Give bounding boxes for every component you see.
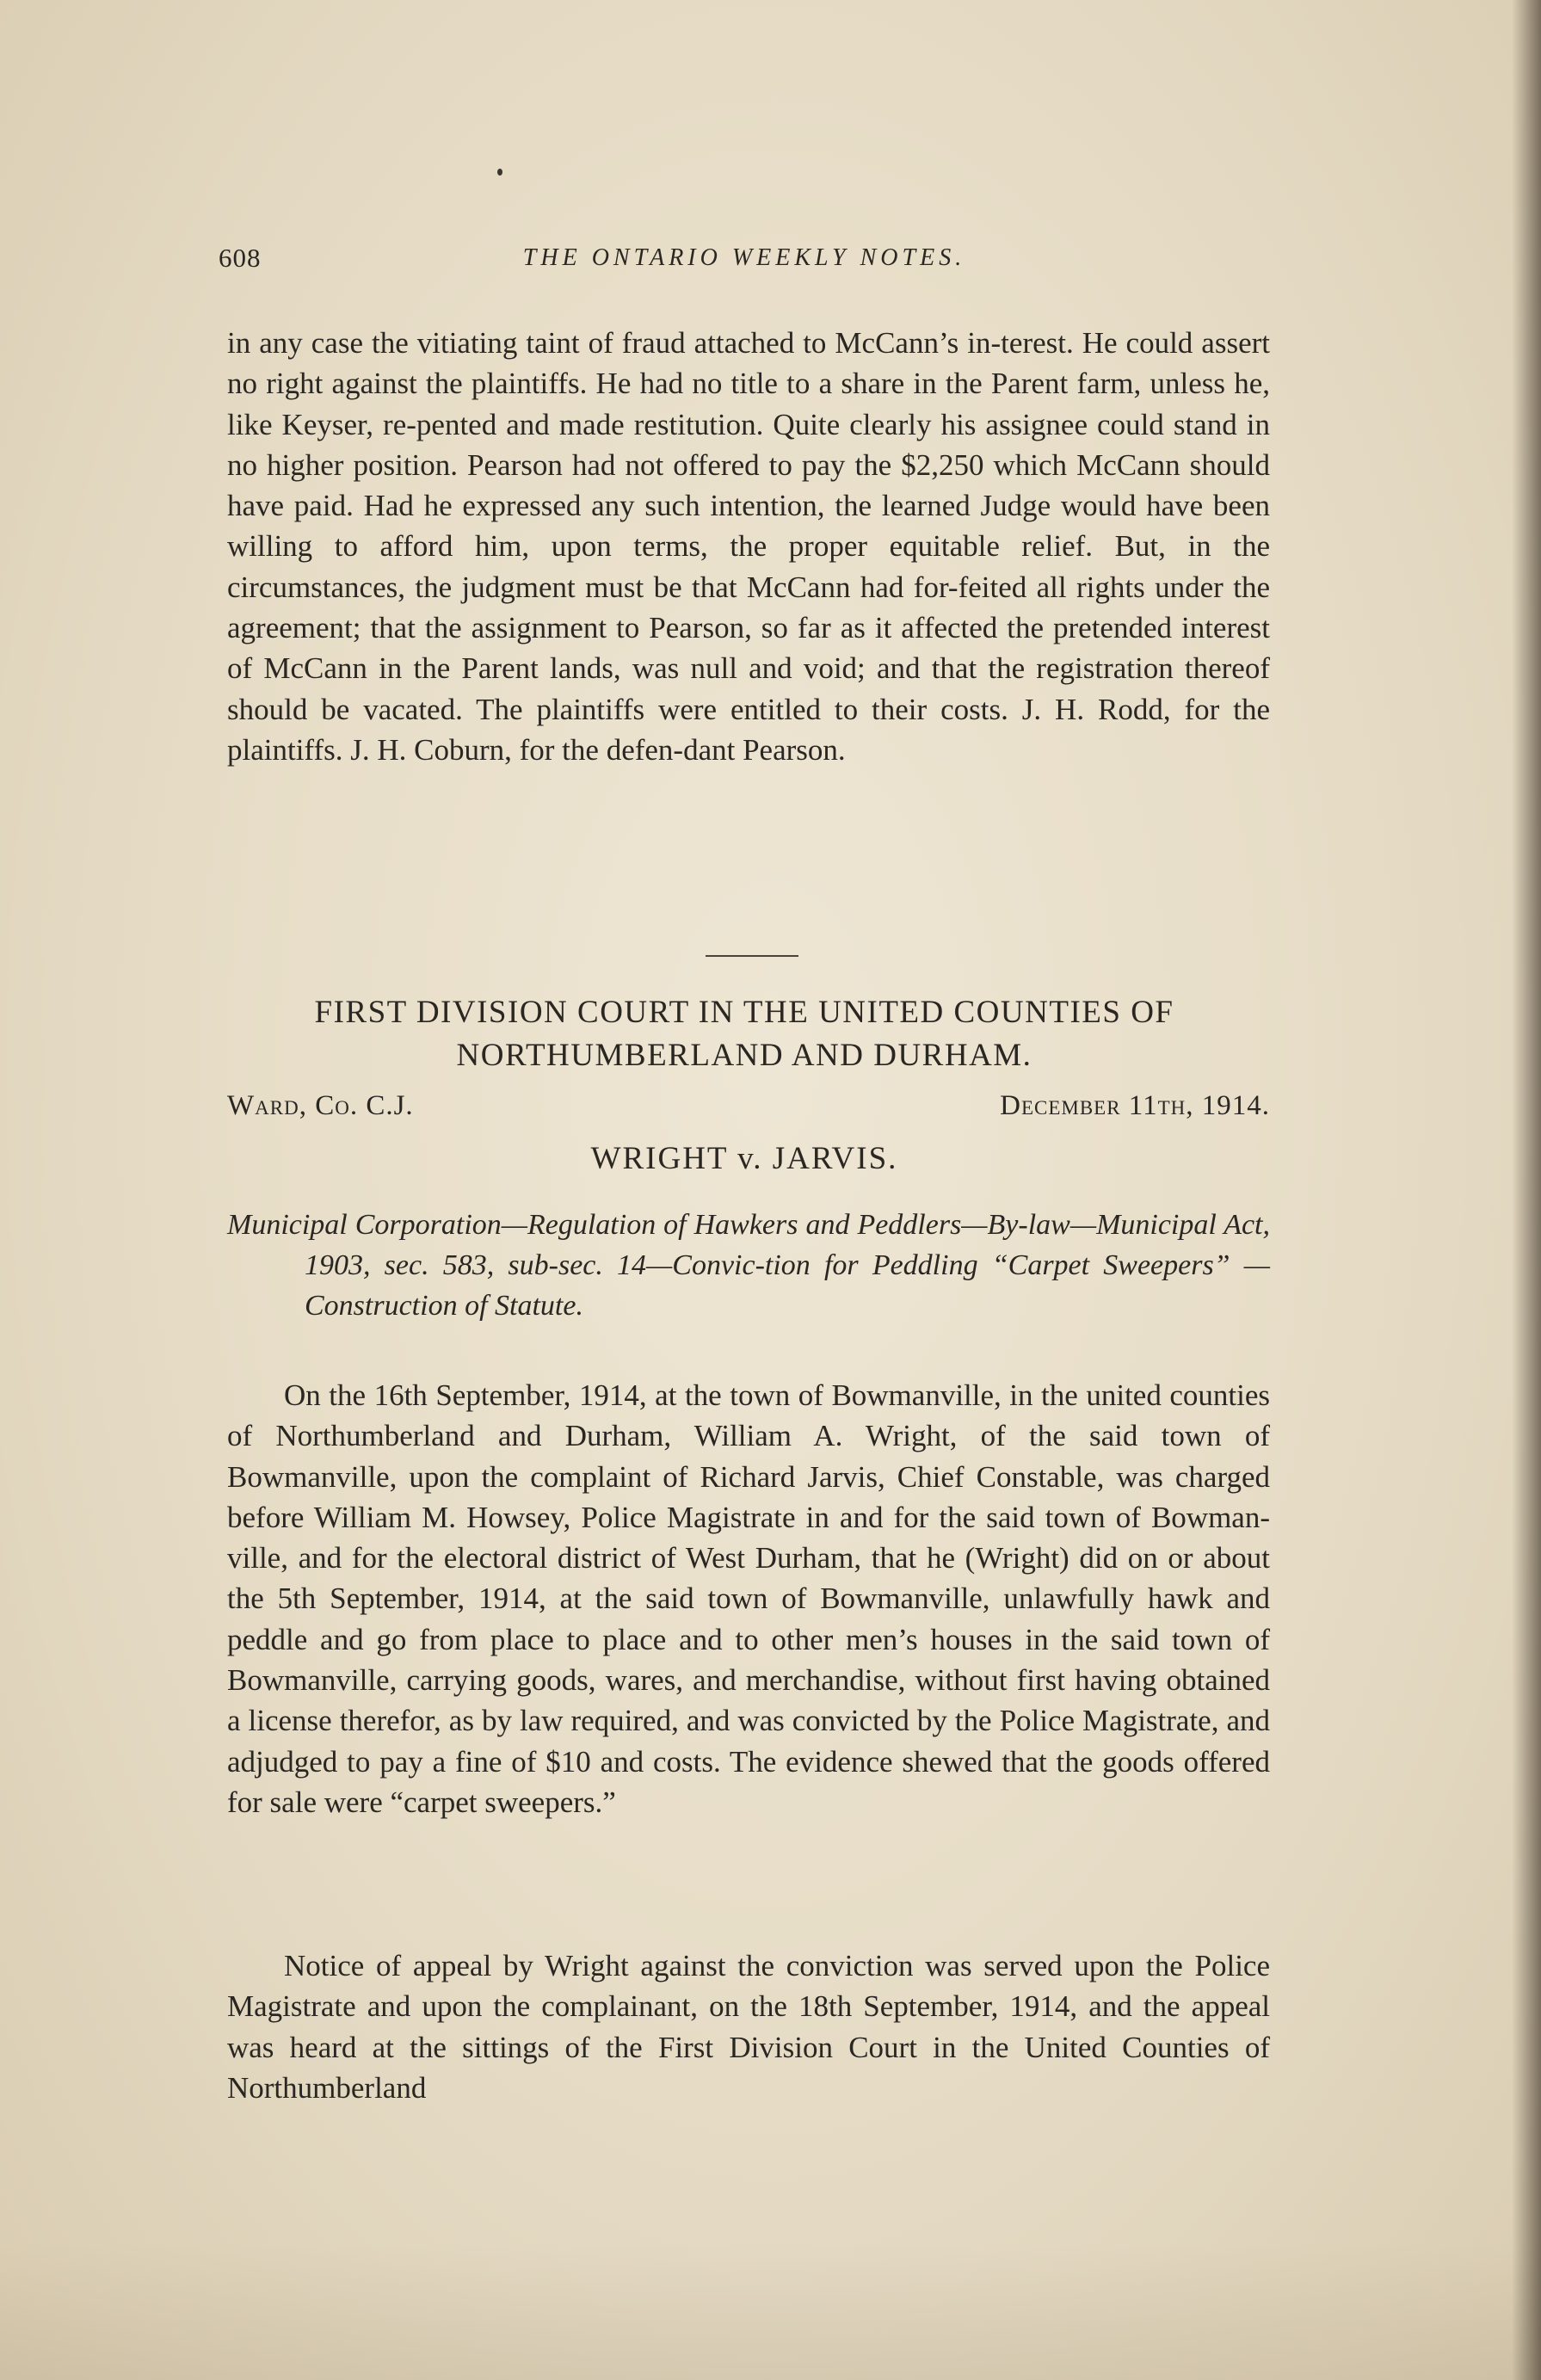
page-edge-shadow [1512,0,1541,2380]
running-title: THE ONTARIO WEEKLY NOTES. [522,244,966,271]
page-shadow [0,2242,1541,2380]
section-divider [706,955,798,957]
court-heading-line-1: FIRST DIVISION COURT IN THE UNITED COUNTIES OF [314,995,1174,1030]
court-heading [219,991,1270,1077]
ink-speck [497,169,502,176]
paragraph-facts [227,1375,1270,1822]
paragraph-continued [227,323,1270,770]
paragraph-text: Notice of appeal by Wright against the conviction was served upon the Police Magistrate and upon the complainant, on the 18th September, 1914, and the appeal was heard at the sittings of the First Division Court in the United Counties of Northumberland [227,1949,1270,2105]
paragraph-appeal [227,1945,1270,2108]
decision-date: December 11th, 1914. [1000,1090,1270,1121]
paragraph-text: in any case the vitiating taint of fraud attached to McCann’s in-terest. He could assert no right against the plaintiffs. He had no title to a share in the Parent farm, unless he, like Keyser, re-pented and made restitution. Quite clearly his assignee could stand in no higher position. Pearson had not offered to pay the $2,250 which McCann should have paid. Had he expressed any such intention, the learned Judge would have been willing to afford him, upon terms, the proper equitable relief. But, in the circumstances, the judgment must be that McCann had for-feited all rights under the agreement; that the assignment to Pearson, so far as it affected the pretended interest of McCann in the Parent lands, was null and void; and that the registration thereof should be vacated. The plaintiffs were entitled to their costs. J. H. Rodd, for the plaintiffs. J. H. Coburn, for the defen-dant Pearson. [227,326,1270,767]
paragraph-text: On the 16th September, 1914, at the town of Bowmanville, in the united counties of Northumberland and Durham, William A. Wright, of the said town of Bowmanville, upon the complaint of Richard Jarvis, Chief Constable, was charged before William M. Howsey, Police Magistrate in and for the said town of Bowman-ville, and for the electoral district of West Durham, that he (Wright) did on or about the 5th September, 1914, at the said town of Bowmanville, unlawfully hawk and peddle and go from place to place and to other men’s houses in the said town of Bowmanville, carrying goods, wares, and merchandise, without first having obtained a license therefor, as by law required, and was convicted by the Police Magistrate, and adjudged to pay a fine of $10 and costs. The evidence shewed that the goods offered for sale were “carpet sweepers.” [227,1378,1270,1819]
page-header [219,243,1270,282]
page-number: 608 [219,243,262,273]
headnote: Municipal Corporation—Regulation of Hawkers and Peddlers—By-law—Municipal Act, 1903, sec. 583, sub-sec. 14—Convic-tion for Peddling “Carpet Sweepers” — Construction of Statute. [227,1209,1270,1322]
judge-name: Ward, Co. C.J. [227,1090,414,1121]
court-heading-line-2: NORTHUMBERLAND AND DURHAM. [456,1038,1032,1073]
case-title: WRIGHT v. JARVIS. [590,1141,898,1176]
